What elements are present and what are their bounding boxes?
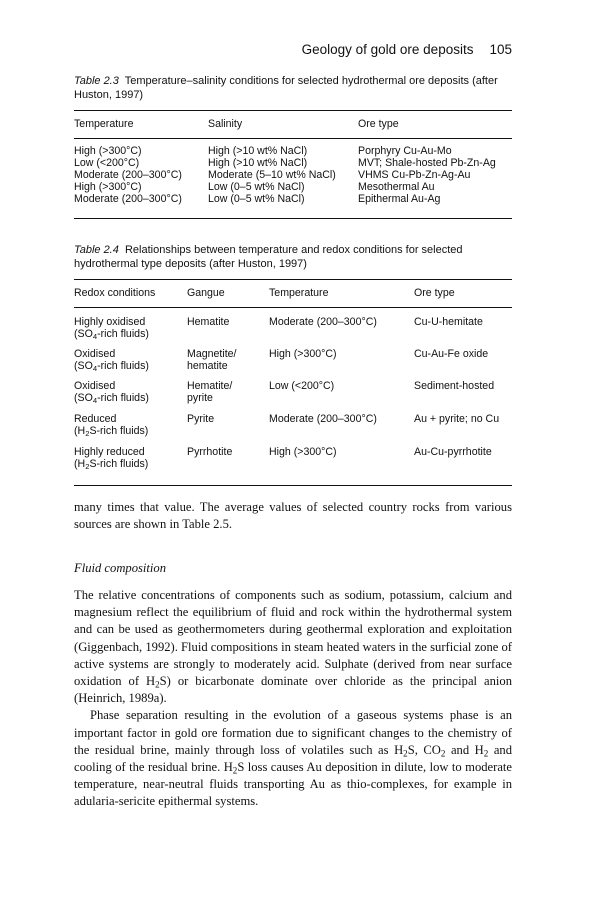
table-cell: pyrite: [187, 392, 213, 404]
table-2-3-caption-text: Temperature–salinity conditions for selected hydrothermal ore deposits (after Huston, 1997): [74, 75, 498, 101]
table-rule-top: [74, 279, 512, 280]
table-cell: Moderate (5–10 wt% NaCl): [208, 169, 336, 181]
paragraph-1-text: many times that value. The average values of selected country rocks from various sources are shown in Table 2.5.: [74, 500, 512, 532]
table-2-3-caption: [74, 74, 524, 102]
table-cell: Pyrite: [187, 413, 215, 425]
table-cell: High (>10 wt% NaCl): [208, 145, 308, 157]
table-cell: Oxidised: [74, 380, 116, 392]
table-cell: Hematite: [187, 316, 230, 328]
table-2-4-label: Table 2.4: [74, 244, 119, 256]
table-cell: Moderate (200–300°C): [74, 169, 182, 181]
table-cell: Magnetite/: [187, 348, 237, 360]
running-header: [302, 42, 512, 57]
table-2-4-caption-text: Relationships between temperature and redox conditions for selected hydrothermal type deposits (after Huston, 1997): [74, 244, 463, 270]
table-header-cell: Ore type: [414, 287, 455, 299]
table-rule-header: [74, 307, 512, 308]
table-cell: Pyrrhotite: [187, 446, 233, 458]
table-cell: Cu-U-hemitate: [414, 316, 483, 328]
table-cell: ($SO_4$-rich fluids): [74, 360, 149, 373]
page-number: 105: [489, 42, 512, 57]
table-cell: Moderate (200–300°C): [269, 316, 377, 328]
table-cell: Low (<200°C): [269, 380, 335, 392]
table-header-cell: Redox conditions: [74, 287, 156, 299]
table-cell: Au-Cu-pyrrhotite: [414, 446, 492, 458]
table-cell: Epithermal Au-Ag: [358, 193, 441, 205]
table-header-cell: Ore type: [358, 118, 399, 130]
table-rule-bottom: [74, 218, 512, 219]
paragraph-block: [74, 587, 512, 811]
table-header-cell: Temperature: [74, 118, 134, 130]
table-rule-header: [74, 138, 512, 139]
table-cell: High (>300°C): [269, 348, 337, 360]
table-header-cell: Gangue: [187, 287, 225, 299]
table-cell: hematite: [187, 360, 228, 372]
table-cell: High (>300°C): [74, 145, 142, 157]
table-cell: Low (0–5 wt% NaCl): [208, 181, 305, 193]
header-title: Geology of gold ore deposits: [301, 42, 474, 57]
table-rule-top: [74, 110, 512, 111]
table-cell: High (>10 wt% NaCl): [208, 157, 308, 169]
table-cell: ($SO_4$-rich fluids): [74, 392, 149, 405]
table-cell: High (>300°C): [74, 181, 142, 193]
table-cell: Moderate (200–300°C): [74, 193, 182, 205]
table-cell: Porphyry Cu-Au-Mo: [358, 145, 452, 157]
table-cell: Au + pyrite; no Cu: [414, 413, 500, 425]
table-cell: VHMS Cu-Pb-Zn-Ag-Au: [358, 169, 471, 181]
table-cell: Reduced: [74, 413, 117, 425]
table-cell: ($SO_4$-rich fluids): [74, 328, 149, 341]
table-rule-bottom: [74, 485, 512, 486]
table-cell: Sediment-hosted: [414, 380, 495, 392]
table-2-4-caption: [74, 243, 524, 271]
table-cell: Mesothermal Au: [358, 181, 435, 193]
paragraph-1: [74, 499, 512, 533]
table-cell: ($H_2S$-rich fluids): [74, 458, 149, 471]
table-cell: Highly reduced: [74, 446, 145, 458]
table-cell: MVT; Shale-hosted Pb-Zn-Ag: [358, 157, 496, 169]
table-cell: Highly oxidised: [74, 316, 146, 328]
table-cell: Low (0–5 wt% NaCl): [208, 193, 305, 205]
table-header-cell: Salinity: [208, 118, 243, 130]
table-cell: Cu-Au-Fe oxide: [414, 348, 489, 360]
section-heading: Fluid composition: [74, 561, 166, 575]
table-2-3: [74, 110, 512, 222]
table-cell: Oxidised: [74, 348, 116, 360]
table-cell: ($H_2S$-rich fluids): [74, 425, 149, 438]
table-2-4: [74, 279, 512, 489]
paragraph-2-text: The relative concentrations of components such as sodium, potassium, calcium and magnesium reflect the equilibrium of fluid and rock within the hydrothermal system and can be used as geothermometers during geothermal exploration and exploitation (Giggenbach, 1992). Fluid compositions in steam heated waters in the surficial zone of active systems are strongly to moderately acid. Sulphate (derived from near surface oxidation of $H_2S$) or bicarbonate dominate over chloride as the principal anion (Heinrich, 1989a).: [74, 588, 512, 706]
table-cell: Low (<200°C): [74, 157, 140, 169]
table-cell: Hematite/: [187, 380, 233, 392]
paragraph-3-text: Phase separation resulting in the evolution of a gaseous systems phase is an important factor in gold ore formation due to significant changes to the chemistry of the residual brine, mainly through loss of volatiles such as $H_2S$, $CO_2$ and $H_2$ and cooling of the residual brine. $H_2S$ loss causes Au deposition in dilute, low to moderate temperature, near-neutral fluids transporting Au as thio-complexes, for example in adularia-sericite epithermal systems.: [74, 708, 513, 809]
table-cell: High (>300°C): [269, 446, 337, 458]
table-cell: Moderate (200–300°C): [269, 413, 377, 425]
table-header-cell: Temperature: [269, 287, 329, 299]
table-2-3-label: Table 2.3: [74, 75, 119, 87]
